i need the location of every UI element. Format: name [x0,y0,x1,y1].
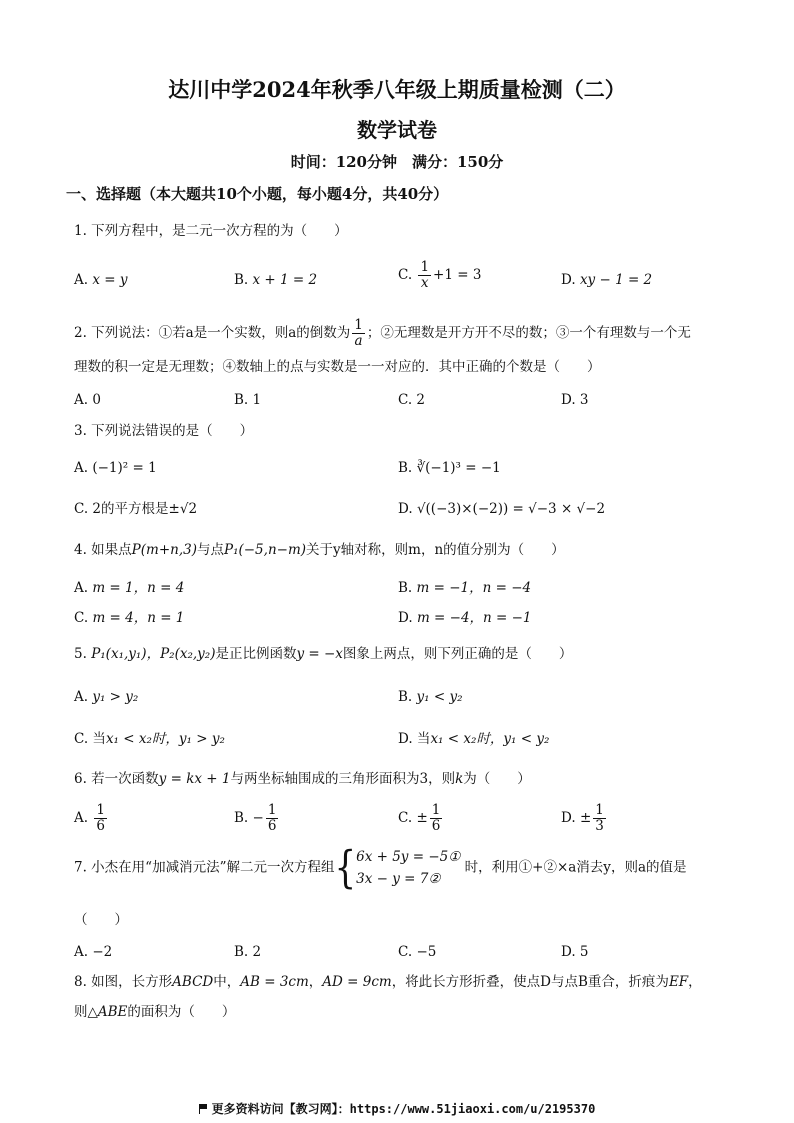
section-heading: 一、选择题（本大题共10个小题，每小题4分，共40分） [66,185,449,203]
q7-option-a: A. −2 [74,944,113,960]
q4-option-a: A. m = 1，n = 4 [74,580,185,596]
footer-link[interactable]: 更多资料访问【教习网】：https://www.51jiaoxi.com/u/2195370 [0,1100,794,1117]
flag-icon [199,1104,208,1113]
q8-stem-line1: 8. 如图，长方形ABCD中，AB = 3cm，AD = 9cm，将此长方形折叠，使点D与点B重合，折痕为EF， [74,974,702,990]
q1-option-d: D. xy − 1 = 2 [561,272,653,288]
q3-option-d: D. √((−3)×(−2)) = √−3 × √−2 [398,501,606,517]
q2-option-d: D. 3 [561,392,589,408]
q6-option-d: D. ± $\frac{1}{3}$ [561,802,604,834]
q4-option-b: B. m = −1，n = −4 [398,580,532,596]
q5-option-a: A. y₁ > y₂ [74,689,139,705]
q2-stem-line1: 2. 下列说法：①若a是一个实数，则a的倒数为 $\frac{1}{a}$ ；②无理数是开方开不尽的数；③一个有理数与一个无 [74,317,691,349]
q2-stem-line2: 理数的积一定是无理数；④数轴上的点与实数是一一对应的．其中正确的个数是（ ） [74,359,601,375]
q7-stem: 7. 小杰在用“加减消元法”解二元一次方程组{ 6x + 5y = −5① 3x − y = 7② 时，利用①+②×a消去y，则a的值是 [74,842,687,894]
q5-option-c: C. 当x₁ < x₂时，y₁ > y₂ [74,731,225,747]
q2-option-c: C. 2 [398,392,426,408]
exam-subtitle: 数学试卷 [357,118,437,142]
exam-title: 达川中学2024年秋季八年级上期质量检测（二） [168,77,626,102]
q4-stem: 4. 如果点P(m+n,3)与点P₁(−5,n−m)关于y轴对称，则m，n的值分别为（ ） [74,542,565,558]
q6-option-c: C. ± $\frac{1}{6}$ [398,802,441,834]
q1-option-c: C. $\frac{1}{x}$ +1 = 3 [398,259,482,291]
q6-option-b: B. − $\frac{1}{6}$ [234,802,277,834]
q5-stem: 5. P₁(x₁,y₁)，P₂(x₂,y₂)是正比例函数y = −x图象上两点，则下列正确的是（ ） [74,646,573,662]
q3-option-c: C. 2的平方根是±√2 [74,501,198,517]
q7-option-d: D. 5 [561,944,589,960]
q7-option-b: B. 2 [234,944,262,960]
q2-option-a: A. 0 [74,392,101,408]
q7-stem-paren: （ ） [74,912,128,928]
q3-option-a: A. (−1)² = 1 [74,460,157,476]
q4-option-c: C. m = 4，n = 1 [74,610,185,626]
q6-stem: 6. 若一次函数y = kx + 1与两坐标轴围成的三角形面积为3，则k为（ ） [74,771,531,787]
q1-stem: 1. 下列方程中，是二元一次方程的为（ ） [74,223,348,239]
exam-meta: 时间：120分钟 满分：150分 [290,153,504,171]
q5-option-b: B. y₁ < y₂ [398,689,463,705]
q1-option-a: A. x = y [74,272,128,288]
q6-option-a: A. $\frac{1}{6}$ [74,802,105,834]
q8-stem-line2: 则△ABE的面积为（ ） [74,1004,236,1020]
q2-option-b: B. 1 [234,392,262,408]
q5-option-d: D. 当x₁ < x₂时，y₁ < y₂ [398,731,550,747]
q1-option-b: B. x + 1 = 2 [234,272,318,288]
q7-option-c: C. −5 [398,944,437,960]
q3-stem: 3. 下列说法错误的是（ ） [74,423,254,439]
q3-option-b: B. ∛(−1)³ = −1 [398,460,501,476]
system-brace: { [334,842,357,894]
equation-system: 6x + 5y = −5① 3x − y = 7② [356,849,461,887]
q4-option-d: D. m = −4，n = −1 [398,610,532,626]
